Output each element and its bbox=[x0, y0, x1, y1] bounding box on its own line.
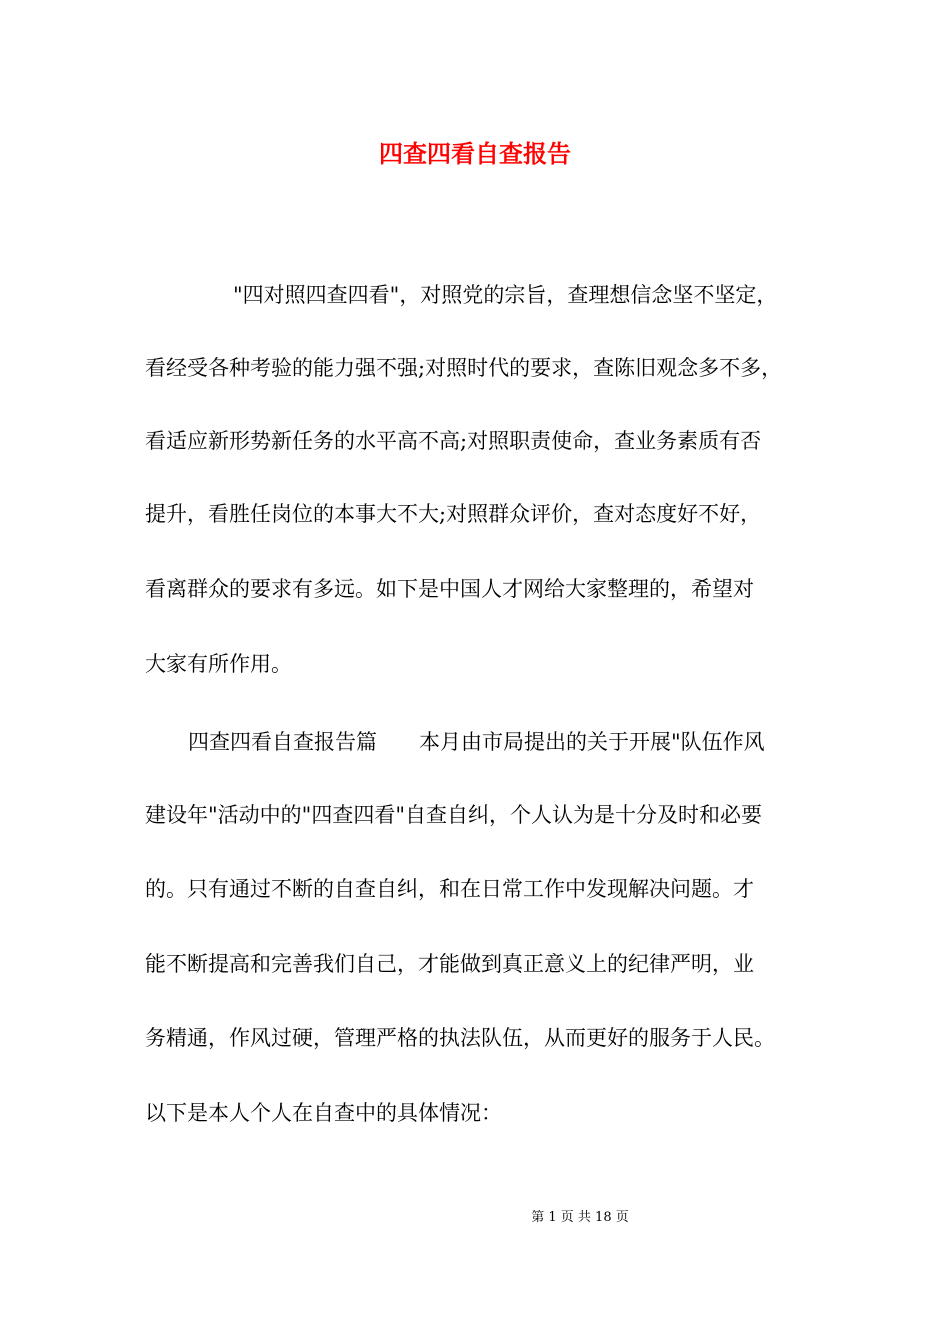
body-line: 的。只有通过不断的自查自纠，和在日常工作中发现解决问题。才 bbox=[145, 877, 754, 901]
body-line: 看离群众的要求有多远。如下是中国人才网给大家整理的，希望对 bbox=[145, 577, 754, 601]
body-line: 看适应新形势新任务的水平高不高;对照职责使命，查业务素质有否 bbox=[145, 429, 762, 453]
body-line: "四对照四查四看"，对照党的宗旨，查理想信念坚不坚定， bbox=[233, 283, 778, 307]
body-line: 务精通，作风过硬，管理严格的执法队伍，从而更好的服务于人民。 bbox=[145, 1026, 775, 1050]
body-line: 建设年"活动中的"四查四看"自查自纠，个人认为是十分及时和必要 bbox=[145, 803, 762, 827]
section-heading-line: 四查四看自查报告篇 本月由市局提出的关于开展"队伍作风 bbox=[188, 730, 765, 754]
body-line: 看经受各种考验的能力强不强;对照时代的要求，查陈旧观念多不多， bbox=[145, 356, 783, 380]
body-line: 大家有所作用。 bbox=[145, 652, 292, 676]
page-number-footer: 第 1 页 共 18 页 bbox=[531, 1210, 629, 1225]
body-line: 以下是本人个人在自查中的具体情况： bbox=[145, 1101, 502, 1125]
body-line: 提升，看胜任岗位的本事大不大;对照群众评价，查对态度好不好， bbox=[145, 502, 762, 526]
document-title: 四查四看自查报告 bbox=[379, 139, 571, 168]
body-line: 能不断提高和完善我们自己，才能做到真正意义上的纪律严明，业 bbox=[145, 952, 754, 976]
